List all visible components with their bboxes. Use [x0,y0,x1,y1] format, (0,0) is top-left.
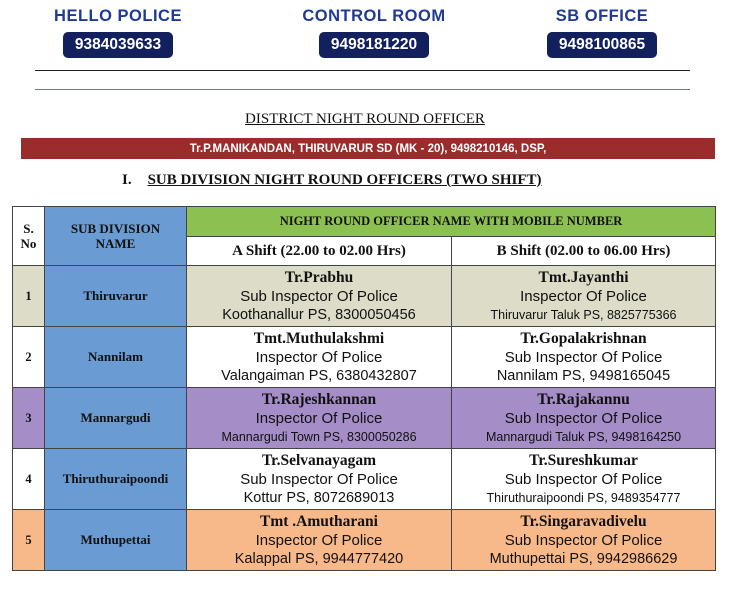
row-subdivision: Nannilam [45,327,187,388]
row-sno: 3 [13,388,45,449]
officer-station: Koothanallur PS, 8300050456 [222,306,416,323]
section-heading: SUB DIVISION NIGHT ROUND OFFICERS (TWO SHIFT) [147,172,542,188]
b-shift-officer [452,449,716,510]
contact-sb-office [517,6,687,58]
b-shift-officer [452,327,716,388]
officer-designation: Inspector Of Police [520,287,647,305]
a-shift-officer [187,388,452,449]
divider-line [35,89,690,90]
contact-hello-police [33,6,203,58]
table-row [13,266,716,327]
officer-station: Mannargudi Town PS, 8300050286 [221,429,417,444]
section-number: I. [122,172,132,188]
table-row [13,510,716,571]
b-shift-officer [452,510,716,571]
officer-name: Tr.Gopalakrishnan [520,329,647,347]
officer-name: Tr.Selvanayagam [261,451,377,469]
officer-station: Thiruthuraipoondi PS, 9489354777 [486,490,681,505]
officer-designation: Sub Inspector Of Police [504,470,663,488]
header-subdivision-line2: NAME [95,236,136,251]
officer-name: Tmt.Jayanthi [538,268,629,286]
officer-designation: Inspector Of Police [255,409,383,427]
officer-name: Tr.Rajeshkannan [261,390,377,408]
contact-control-room [289,6,459,58]
row-sno: 5 [13,510,45,571]
header-a-shift: A Shift (22.00 to 02.00 Hrs) [187,237,452,266]
table-row [13,388,716,449]
officer-station: Nannilam PS, 9498165045 [496,367,671,384]
a-shift-officer [187,510,452,571]
header-b-shift: B Shift (02.00 to 06.00 Hrs) [452,237,716,266]
contact-label: SB OFFICE [555,7,649,25]
header-subdivision [45,207,187,266]
contact-label: CONTROL ROOM [302,7,446,25]
table-row [13,449,716,510]
a-shift-officer [187,266,452,327]
officer-designation: Inspector Of Police [255,531,383,549]
officer-designation: Inspector Of Police [255,348,383,366]
header-sno-line1: S. [23,221,34,236]
header-night-round: NIGHT ROUND OFFICER NAME WITH MOBILE NUMBER [187,207,716,237]
officer-designation: Sub Inspector Of Police [240,470,398,488]
a-shift-officer [187,449,452,510]
officer-name: Tr.Rajakannu [537,390,630,408]
contact-strip [0,6,730,68]
officer-station: Thiruvarur Taluk PS, 8825775366 [490,307,677,322]
b-shift-officer [452,266,716,327]
row-subdivision: Thiruthuraipoondi [45,449,187,510]
officer-station: Kottur PS, 8072689013 [243,489,395,506]
officer-station: Valangaiman PS, 6380432807 [221,367,417,384]
table-row [13,327,716,388]
officer-name: Tr.Sureshkumar [529,451,638,469]
officer-station: Muthupettai PS, 9942986629 [489,550,678,567]
district-officer-bar: Tr.P.MANIKANDAN, THIRUVARUR SD (MK - 20), 9498210146, DSP, [21,138,715,159]
officer-name: Tr.Prabhu [284,268,354,286]
district-title: DISTRICT NIGHT ROUND OFFICER [245,111,485,127]
contact-number: 9384039633 [63,32,173,58]
officer-designation: Sub Inspector Of Police [504,409,663,427]
row-sno: 4 [13,449,45,510]
section-title [122,171,542,189]
row-subdivision: Mannargudi [45,388,187,449]
officer-name: Tr.Singaravadivelu [520,512,647,530]
contact-number: 9498100865 [547,32,657,58]
officer-station: Kalappal PS, 9944777420 [234,550,404,567]
header-sno [13,207,45,266]
a-shift-officer [187,327,452,388]
officer-designation: Sub Inspector Of Police [504,348,663,366]
row-sno: 1 [13,266,45,327]
officer-name: Tmt .Amutharani [260,512,378,530]
contact-label: HELLO POLICE [54,7,182,25]
b-shift-officer [452,388,716,449]
header-sno-line2: No [20,236,37,251]
contact-number: 9498181220 [319,32,429,58]
row-sno: 2 [13,327,45,388]
row-subdivision: Thiruvarur [45,266,187,327]
officer-designation: Sub Inspector Of Police [240,287,398,305]
header-subdivision-line1: SUB DIVISION [70,221,161,236]
officer-designation: Sub Inspector Of Police [504,531,663,549]
divider-line [35,70,690,71]
row-subdivision: Muthupettai [45,510,187,571]
officer-name: Tmt.Muthulakshmi [253,329,385,347]
night-round-table [12,206,716,571]
officer-station: Mannargudi Taluk PS, 9498164250 [485,429,682,444]
